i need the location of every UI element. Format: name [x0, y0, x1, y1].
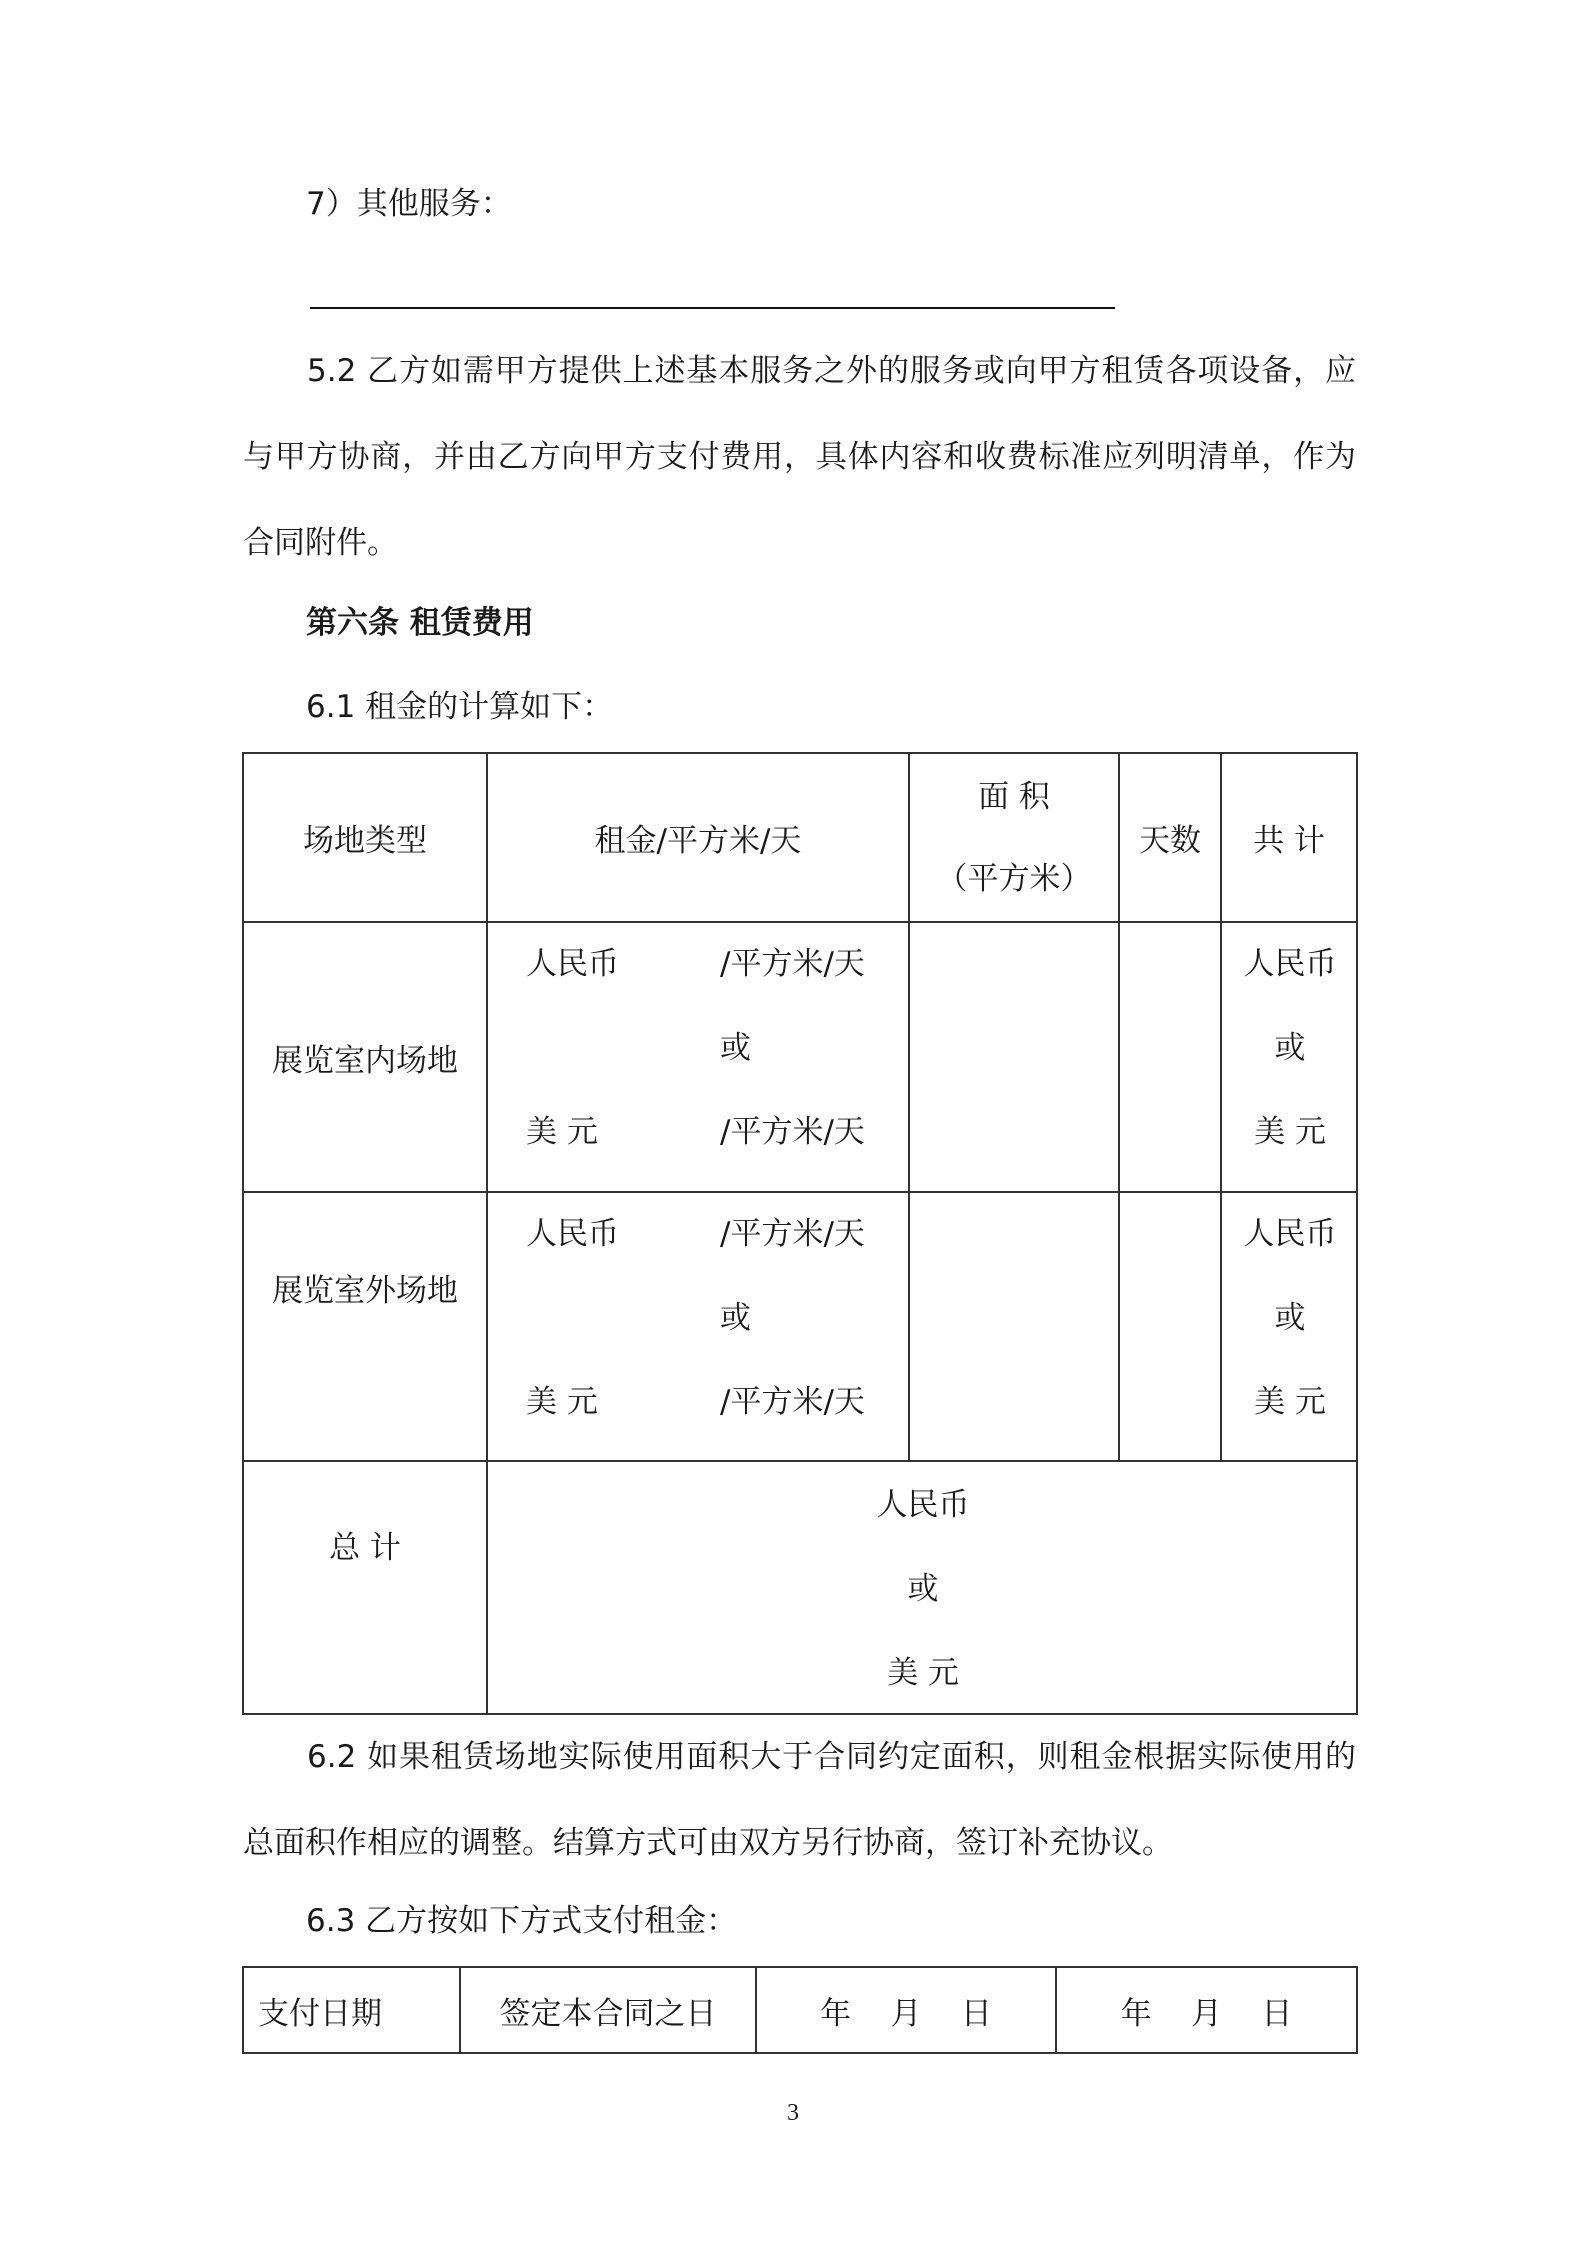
row-outdoor-type — [243, 1192, 487, 1461]
or-label: 或 — [720, 1030, 751, 1066]
row-indoor-rent — [487, 922, 909, 1192]
total-or: 或 — [1274, 1299, 1306, 1336]
row-indoor-type: 展览室内场地 — [243, 922, 487, 1192]
total-usd: 美 元 — [1254, 1114, 1326, 1150]
rmb-unit: /平方米/天 — [720, 946, 865, 982]
paragraph-5-2 — [243, 328, 1356, 586]
payment-date-1: 年 月 日 — [756, 1967, 1056, 2053]
table-row — [243, 1192, 1357, 1461]
or-label: 或 — [720, 1299, 751, 1336]
header-area-line2: （平方米） — [936, 860, 1092, 897]
payment-date-label: 支付日期 — [243, 1967, 460, 2053]
total-usd: 美 元 — [1254, 1383, 1326, 1420]
payment-date-2: 年 月 日 — [1056, 1967, 1357, 2053]
item-7-other-services: 7）其他服务： — [306, 186, 512, 222]
row-indoor-total — [1221, 922, 1357, 1192]
header-area — [909, 753, 1119, 922]
row-indoor-days — [1119, 922, 1221, 1192]
grand-usd: 美 元 — [887, 1654, 959, 1691]
row-outdoor-rent — [487, 1192, 909, 1461]
rent-table — [242, 752, 1358, 1715]
header-type: 场地类型 — [243, 753, 487, 922]
usd-label: 美 元 — [526, 1383, 598, 1420]
total-rmb: 人民币 — [1243, 946, 1337, 982]
payment-table — [242, 1966, 1358, 2054]
paragraph-5-2-text: 5.2 乙方如需甲方提供上述基本服务之外的服务或向甲方租赁各项设备，应与甲方协商，并由乙方向甲方支付费用，具体内容和收费标准应列明清单，作为合同附件。 — [243, 353, 1356, 561]
page-number: 3 — [787, 2100, 799, 2126]
grand-total-row — [243, 1461, 1357, 1714]
clause-6-3: 6.3 乙方按如下方式支付租金： — [306, 1903, 738, 1939]
total-rmb: 人民币 — [1243, 1215, 1337, 1252]
rmb-unit: /平方米/天 — [720, 1215, 865, 1252]
row-outdoor-days — [1119, 1192, 1221, 1461]
article-6-title: 第六条 租赁费用 — [306, 605, 534, 641]
rent-table-header-row — [243, 753, 1357, 922]
header-total: 共 计 — [1221, 753, 1357, 922]
total-or: 或 — [1274, 1030, 1306, 1066]
header-area-line1: 面 积 — [978, 778, 1050, 815]
grand-total-label — [243, 1461, 487, 1714]
header-days: 天数 — [1119, 753, 1221, 922]
header-rent: 租金/平方米/天 — [487, 753, 909, 922]
fill-in-blank-line — [310, 307, 1115, 309]
grand-rmb: 人民币 — [876, 1486, 970, 1523]
table-row — [243, 922, 1357, 1192]
paragraph-6-2-text: 6.2 如果租赁场地实际使用面积大于合同约定面积，则租金根据实际使用的总面积作相应的调整。结算方式可由双方另行协商，签订补充协议。 — [243, 1739, 1356, 1861]
clause-6-1: 6.1 租金的计算如下： — [306, 689, 614, 725]
row-outdoor-type-label: 展览室外场地 — [272, 1273, 458, 1309]
usd-unit: /平方米/天 — [720, 1114, 865, 1150]
payment-signing-day: 签定本合同之日 — [460, 1967, 756, 2053]
grand-or: 或 — [907, 1570, 939, 1607]
paragraph-6-2 — [243, 1714, 1356, 1886]
row-outdoor-area — [909, 1192, 1119, 1461]
usd-unit: /平方米/天 — [720, 1383, 865, 1420]
rmb-label: 人民币 — [526, 1215, 619, 1252]
rmb-label: 人民币 — [526, 946, 619, 982]
usd-label: 美 元 — [526, 1114, 598, 1150]
row-indoor-area — [909, 922, 1119, 1192]
row-outdoor-total — [1221, 1192, 1357, 1461]
table-row — [243, 1967, 1357, 2053]
grand-total-label-text: 总 计 — [329, 1530, 401, 1566]
grand-total-value — [487, 1461, 1357, 1714]
